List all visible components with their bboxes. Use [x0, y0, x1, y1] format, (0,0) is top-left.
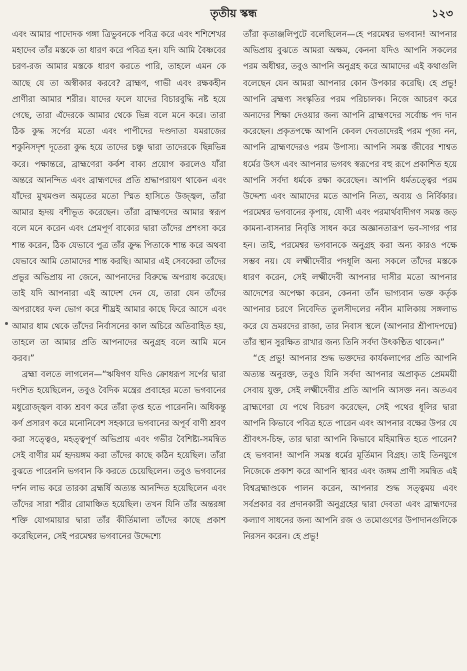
right-paragraph-1: তাঁরা কৃতাঞ্জলিপুটে বলেছিলেন—হে পরমেশ্বর ভগবান! আপনার অভিপ্রায় বুঝতে আমরা অক্ষম, কেননা যদিও আপনি সকলের পরম অধীশ্বর, তবুও আপনি অনুগ্রহ করে আমাদের এই কথাগুলি বলেছেন যেন আমরা আপনার কোন উপকার করেছি। হে প্রভু! আপনি ব্রহ্মণ্য সংস্কৃতির পরম পরিচালক। নিজে আচরণ করে অন্যদের শিক্ষা দেওয়ার জন্য আপনি ব্রাহ্মণদের সর্বোচ্চ পদ দান করেছেন। প্রকৃতপক্ষে আপনি কেবল দেবতাদেরই পরম পূজ্য নন, আপনি ব্রাহ্মণদেরও পরম উপাস্য। আপনি সমস্ত জীবের শাশ্বত ধর্মের উৎস এবং আপনার ভগবৎ স্বরূপের বহু রূপে প্রকাশিত হয়ে আপনি সর্বদা ধর্মকে রক্ষা করেছেন। আপনি ধর্মতত্ত্বের পরম উদ্দেশ্য এবং আমাদের মতে আপনি নিত্য, অব্যয় ও নির্বিকার। পরমেশ্বর ভগবানের কৃপায়, যোগী এবং পরমার্থবাদীগণ সমস্ত জড় কামনা-বাসনার নিবৃত্তি সাধন করে অজ্ঞানতারূপ ভব-সাগর পার হন। তাই, পরমেশ্বর ভগবানকে অনুগ্রহ করা অন্য কারও পক্ষে সম্ভব নয়। যে লক্ষ্মীদেবীর পদধূলি অন্য সকলে তাঁদের মস্তকে ধারণ করেন, সেই লক্ষ্মীদেবী আপনার দাসীর মতো আপনার আদেশের অপেক্ষা করেন, কেননা তাঁন ভাগ্যবান ভক্ত কর্তৃক আপনার চরণে নিবেদিত তুলসীদলের নবীন মালিকায় সঙ্গলাভ করে যে ভ্রমরদের রাজা, তার নিবাস স্থলে (আপনার শ্রীপাদপদ্মে) তাঁর স্থান সুরক্ষিত রাখার জন্য তিনি সর্বদা উৎকণ্ঠিত থাকেন।”	[243, 29, 457, 347]
left-text-column	[12, 26, 226, 666]
right-paragraph-2: “হে প্রভু! আপনার শুদ্ধ ভক্তদের কার্যকলাপের প্রতি আপনি অত্যন্ত অনুরক্ত, তবুও যিনি সর্বদা আপনার অপ্রাকৃত প্রেমময়ী সেবায় যুক্ত, সেই লক্ষ্মীদেবীর প্রতি আপনি আসক্ত নন। অতএব ব্রাহ্মণেরা যে পথে বিচরণ করেছেন, সেই পথের ধূলির দ্বারা আপনি কিভাবে পবিত্র হতে পারেন এবং আপনার বক্ষের উপর যে শ্রীবৎস-চিহ্ন, তার দ্বারা আপনি কিভাবে মহিমান্বিত হতে পারেন? হে ভগবান! আপনি সমস্ত ধর্মের মূর্তিমান বিগ্রহ। তাই তিনযুগে নিজেকে প্রকাশ করে আপনি স্থাবর এবং জঙ্গম প্রাণী সমন্বিত এই বিশ্বব্রহ্মাণ্ডকে পালন করেন, আপনার শুদ্ধ সত্ত্বময় এবং সর্বপ্রকার বর প্রদানকারী অনুগ্রহের দ্বারা দেবতা এবং ব্রাহ্মণদের কল্যাণ সাধনের জন্য আপনি রজ ও তমোগুণের উপাদানগুলিকে নিরসন করেন। হে প্রভু!	[243, 353, 457, 542]
right-text-column	[243, 26, 457, 666]
chapter-title: তৃতীয় স্কন্ধ	[210, 7, 257, 20]
page-number: ১২৩	[431, 7, 453, 20]
left-paragraph-2: ব্রহ্মা বলতে লাগলেন—“ঋষিগণ যদিও ক্রোধরূপ সর্পের দ্বারা দংশিত হয়েছিলেন, তবুও বৈদিক মন্ত্রের প্রবাহের মতো ভগবানের মধুরোজ্জ্বল বাক্য শ্রবণ করে তাঁরা তৃপ্ত হতে পারেননি। অধিকন্তু কর্ণ প্রসারণ করে মনোনিবেশ সহকারে ভগবানের অপূর্ব বাণী শ্রবণ করা সত্ত্বেও, মহত্ত্বপূর্ণ অভিপ্রায় এবং গভীর বৈশিষ্ট্য-সমন্বিত সেই বাণীর মর্ম হৃদয়ঙ্গম করা তাঁদের কাছে কঠিন হয়েছিল। তাঁরা বুঝতে পারেননি ভগবান কি করতে চেয়েছিলেন। তবুও ভগবানের দর্শন লাভ করে তারকা ব্রহ্মর্ষি অত্যন্ত আনন্দিত হয়েছিলেন এবং তাঁদের সারা শরীর রোমাঞ্চিত হয়েছিল। তখন যিনি তাঁর অন্তরঙ্গা শক্তি যোগমায়ার দ্বারা তাঁর কীর্তিমালা তাঁদের কাছে প্রকাশ করেছিলেন, সেই পরমেশ্বর ভগবানের উদ্দেশ্যে	[12, 369, 226, 542]
left-paragraph-1: এবং আমার পাদোদক গঙ্গা ত্রিভুবনকে পবিত্র করে এবং শশিশেখর মহাদেব তাঁর মস্তকে তা ধারণ করে পবিত্র হন। যদি আমি বৈষ্ণবের চরণ-রজ আমার মস্তকে ধারণ করতে পারি, তাহলে এমন কে আছে যে তা অস্বীকার করবে? ব্রাহ্মণ, গাভী এবং রক্ষকহীন প্রাণীরা আমার শরীর। যাদের ফলে যাদের বিচারবুদ্ধি নষ্ট হয়ে গেছে, তারা এঁদেরকে আমার থেকে ভিন্ন বলে মনে করে। তারা ঠিক কুদ্ধ সর্পের মতো এবং পাপীদের দণ্ডদাতা যমরাজের শকুনিসদৃশ দূতেরা কুদ্ধ হয়ে তাদের চঞ্চু দ্বারা তাদেরকে ছিন্নভিন্ন করে। পক্ষান্তরে, ব্রাহ্মণেরা কর্কশ বাক্য প্রয়োগ করলেও যাঁরা অন্তরে আনন্দিত এবং ব্রাহ্মণদের প্রতি শ্রদ্ধাপরায়ণ থাকেন এবং যাঁদের মুখমণ্ডল অমৃতের মতো স্মিত হাসিতে উজ্জ্বল, তাঁরা আমার হৃদয় বশীভূত করেছেন। তাঁরা ব্রাহ্মণদের আমার স্বরূপ বলে মনে করেন এবং প্রেমপূর্ণ বাক্যের দ্বারা তাঁদের প্রশংসা করে শান্ত করেন, ঠিক যেভাবে পুত্র তাঁর ক্রুদ্ধ পিতাকে শান্ত করে অথবা যেভাবে আমি তোমাদের শান্ত করছি। আমার এই সেবকেরা তাঁদের প্রভুর অভিপ্রায় না জেনে, আপনাদের বিরুদ্ধে অপরাধ করেছে। তাই যদি আপনারা এই আদেশ দেন যে, তারা যেন তাঁদের অপরাধের ফল ভোগ করে শীঘ্রই আমার কাছে ফিরে আসে এবং আমার ধাম থেকে তাঁদের নির্বাসনের কাল অচিরে অতিবাহিত হয়, তাহলে তা আমার প্রতি আপনাদের অনুগ্রহ বলে আমি মনে করব।”	[12, 29, 226, 364]
page-header	[0, 0, 467, 26]
margin-dot-mark	[5, 322, 8, 325]
